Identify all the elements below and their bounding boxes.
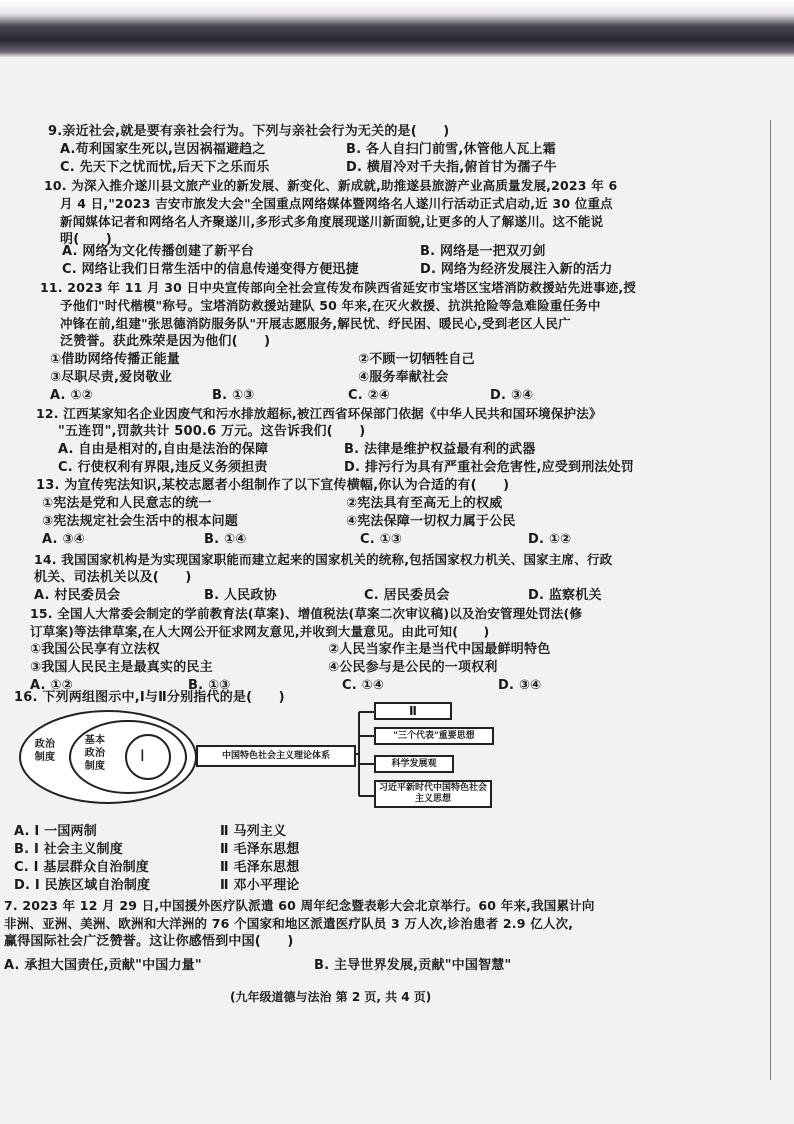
q15-statement-3: ③我国人民民主是最真实的民主	[30, 660, 213, 675]
q9-option-b[interactable]: B. 各人自扫门前雪,休管他人瓦上霜	[346, 142, 556, 157]
q13-statement-2: ②宪法具有至高无上的权威	[346, 496, 503, 511]
q14-option-b[interactable]: B. 人民政协	[204, 588, 277, 603]
q10-option-c[interactable]: C. 网络让我们日常生活中的信息传递变得方便迅捷	[62, 262, 359, 277]
q11-stem-line2: 予他们"时代楷模"称号。宝塔消防救援站建队 50 年来,在灭火救援、抗洪抢险等急难险重任务中	[60, 298, 601, 313]
q11-option-c[interactable]: C. ②④	[348, 388, 391, 403]
q10-stem-line3: 新闻媒体记者和网络名人齐聚遂川,多形式多角度展现遂川新面貌,让更多的人了解遂川。这不能说	[60, 214, 604, 229]
q14-option-c[interactable]: C. 居民委员会	[364, 588, 450, 603]
q15-statement-2: ②人民当家作主是当代中国最鲜明特色	[328, 642, 551, 657]
q12-option-c[interactable]: C. 行使权利有界限,违反义务须担责	[58, 460, 268, 475]
outer-ellipse-label: 政治制度	[34, 739, 56, 763]
q11-statement-4: ④服务奉献社会	[358, 370, 449, 385]
q16-option-b-ii: Ⅱ 毛泽东思想	[220, 842, 300, 857]
q12-stem-line1: 12. 江西某家知名企业因废气和污水排放超标,被江西省环保部门依据《中华人民共和国环境保护法》	[36, 406, 602, 421]
q15-option-b[interactable]: B. ①③	[188, 678, 231, 693]
q14-option-a[interactable]: A. 村民委员会	[34, 588, 121, 603]
tree-bracket-lines	[355, 708, 375, 800]
q11-statement-1: ①借助网络传播正能量	[50, 352, 181, 367]
q13-option-a[interactable]: A. ③④	[42, 532, 85, 547]
q16-option-d-i[interactable]: D. Ⅰ 民族区域自治制度	[14, 878, 151, 893]
q13-stem: 13. 为宣传宪法知识,某校志愿者小组制作了以下宣传横幅,你认为合适的有( )	[36, 478, 510, 493]
q13-statement-4: ④宪法保障一切权力属于公民	[346, 514, 516, 529]
q9-option-c[interactable]: C. 先天下之忧而忧,后天下之乐而乐	[60, 160, 270, 175]
q16-option-d-ii: Ⅱ 邓小平理论	[220, 878, 300, 893]
q11-option-a[interactable]: A. ①②	[50, 388, 93, 403]
middle-ellipse-label: 基本政治制度	[84, 735, 106, 772]
q13-option-b[interactable]: B. ①④	[204, 532, 247, 547]
q11-option-b[interactable]: B. ①③	[212, 388, 255, 403]
tree-branch-box-scientific-outlook: 科学发展观	[374, 755, 454, 773]
q16-option-b-i[interactable]: B. Ⅰ 社会主义制度	[14, 842, 123, 857]
q16-option-c-i[interactable]: C. Ⅰ 基层群众自治制度	[14, 860, 149, 875]
tree-branch-box-xi-thought: 习近平新时代中国特色社会主义思想	[374, 780, 492, 808]
q12-stem-line2: "五连罚",罚款共计 500.6 万元。这告诉我们( )	[58, 424, 366, 439]
q15-statement-4: ④公民参与是公民的一项权利	[328, 660, 498, 675]
q14-stem-line2: 机关、司法机关以及( )	[34, 570, 192, 585]
q12-option-d[interactable]: D. 排污行为具有严重社会危害性,应受到刑法处罚	[344, 460, 634, 475]
q11-stem-line3: 冲锋在前,组建"张思德消防服务队"开展志愿服务,解民忧、纾民困、暖民心,受到老区人民广	[60, 316, 571, 331]
tree-root-box: 中国特色社会主义理论体系	[196, 745, 356, 767]
q17-option-a[interactable]: A. 承担大国责任,贡献"中国力量"	[4, 958, 202, 973]
q17-stem-line2: 非洲、亚洲、美洲、欧洲和大洋洲的 76 个国家和地区派遣医疗队员 3 万人次,诊治患者 2.9 亿人次,	[4, 916, 574, 931]
q11-stem-line1: 11. 2023 年 11 月 30 日中央宣传部向全社会宣传发布陕西省延安市宝塔区宝塔消防救援站先进事迹,授	[40, 280, 637, 295]
q10-stem-line2: 月 4 日,"2023 吉安市旅发大会"全国重点网络媒体暨网络名人遂川行活动正式启动,近 30 位重点	[60, 196, 613, 211]
tree-branch-box-ii: Ⅱ	[374, 702, 452, 720]
q11-option-d[interactable]: D. ③④	[490, 388, 534, 403]
q15-stem-line1: 15. 全国人大常委会制定的学前教育法(草案)、增值税法(草案二次审议稿)以及治安管理处罚法(修	[30, 606, 583, 621]
inner-circle-label: Ⅰ	[140, 746, 145, 765]
q12-option-a[interactable]: A. 自由是相对的,自由是法治的保障	[58, 442, 269, 457]
q13-option-c[interactable]: C. ①③	[360, 532, 403, 547]
q11-statement-3: ③尽职尽责,爱岗敬业	[50, 370, 172, 385]
q14-option-d[interactable]: D. 监察机关	[528, 588, 602, 603]
q15-stem-line2: 订草案)等法律草案,在人大网公开征求网友意见,并收到大量意见。由此可知( )	[30, 624, 490, 639]
q16-option-a-i[interactable]: A. Ⅰ 一国两制	[14, 824, 97, 839]
q15-statement-1: ①我国公民享有立法权	[30, 642, 161, 657]
q16-option-c-ii: Ⅱ 毛泽东思想	[220, 860, 300, 875]
q9-option-d[interactable]: D. 横眉冷对千夫指,俯首甘为孺子牛	[346, 160, 557, 175]
q17-stem-line1: 7. 2023 年 12 月 29 日,中国援外医疗队派遣 60 周年纪念暨表彰大会北京举行。60 年来,我国累计向	[4, 898, 595, 913]
q10-stem-line1: 10. 为深入推介遂川县文旅产业的新发展、新变化、新成就,助推遂县旅游产业高质量发展,2023 年 6	[44, 178, 618, 193]
q14-stem-line1: 14. 我国国家机构是为实现国家职能而建立起来的国家机关的统称,包括国家权力机关、国家主席、行政	[34, 552, 613, 567]
q10-option-d[interactable]: D. 网络为经济发展注入新的活力	[420, 262, 613, 277]
q9-stem: 9.亲近社会,就是要有亲社会行为。下列与亲社会行为无关的是( )	[48, 124, 450, 139]
q16-stem: 16. 下列两组图示中,Ⅰ与Ⅱ分别指代的是( )	[14, 690, 285, 705]
page-edge-line	[770, 120, 771, 1080]
q11-stem-line4: 泛赞誉。获此殊荣是因为他们( )	[60, 334, 271, 349]
inner-circle	[126, 735, 170, 779]
q10-stem-line4: 明( )	[60, 232, 112, 247]
q10-option-a[interactable]: A. 网络为文化传播创建了新平台	[62, 244, 254, 259]
q15-option-d[interactable]: D. ③④	[498, 678, 542, 693]
q16-option-a-ii: Ⅱ 马列主义	[220, 824, 287, 839]
page-footer: (九年级道德与法治 第 2 页, 共 4 页)	[230, 990, 432, 1004]
q9-option-a[interactable]: A.苟利国家生死以,岂因祸福避趋之	[60, 142, 266, 157]
q15-option-c[interactable]: C. ①④	[342, 678, 385, 693]
q17-stem-line3: 赢得国际社会广泛赞誉。这让你感悟到中国( )	[4, 934, 294, 949]
q17-option-b[interactable]: B. 主导世界发展,贡献"中国智慧"	[314, 958, 512, 973]
tree-branch-box-three-represents: "三个代表"重要思想	[374, 727, 494, 745]
q13-statement-1: ①宪法是党和人民意志的统一	[42, 496, 212, 511]
photo-shadow-band	[0, 0, 794, 58]
q12-option-b[interactable]: B. 法律是维护权益最有利的武器	[344, 442, 536, 457]
q13-option-d[interactable]: D. ①②	[528, 532, 572, 547]
q10-option-b[interactable]: B. 网络是一把双刃剑	[420, 244, 546, 259]
q15-option-a[interactable]: A. ①②	[30, 678, 73, 693]
q11-statement-2: ②不顾一切牺牲自己	[358, 352, 475, 367]
q13-statement-3: ③宪法规定社会生活中的根本问题	[42, 514, 239, 529]
